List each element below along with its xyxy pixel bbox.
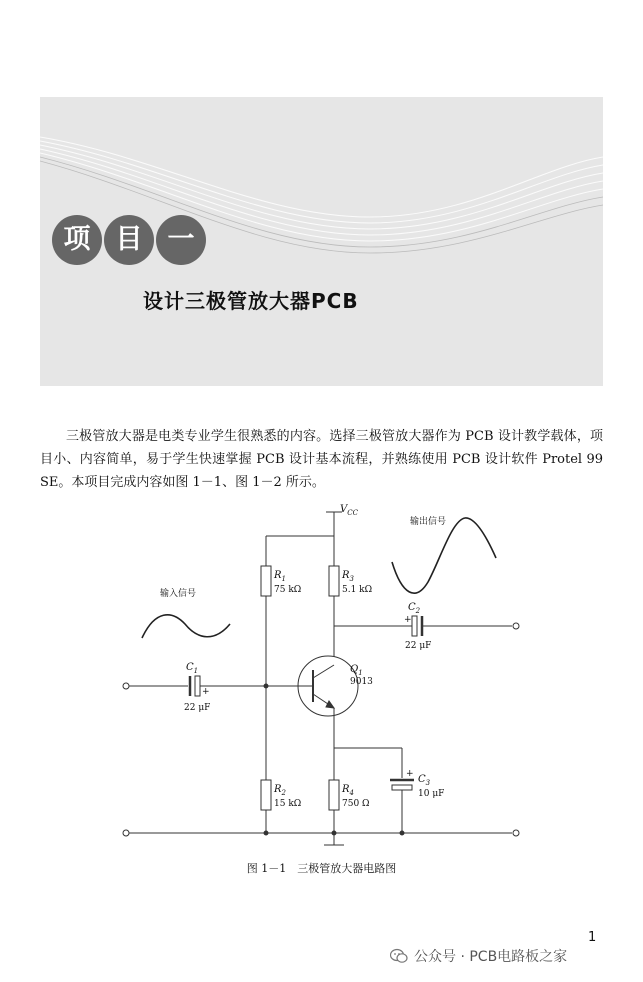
project-title: 设计三极管放大器PCB — [143, 289, 359, 313]
c2-plus: + — [404, 615, 412, 625]
c1-plus: + — [202, 687, 210, 697]
q1-value: 9013 — [350, 677, 373, 687]
wechat-icon — [390, 948, 408, 964]
circle-char-1: 项 — [52, 215, 102, 265]
c3-value: 10 μF — [418, 789, 445, 799]
c2-value: 22 μF — [405, 641, 432, 651]
watermark — [390, 946, 567, 966]
circle-char-3: 一 — [156, 215, 206, 265]
r2-name: $R_2$ — [274, 784, 286, 797]
intro-text: 三极管放大器是电类专业学生很熟悉的内容。选择三极管放大器作为 PCB 设计教学载体，项目小、内容简单，易于学生快速掌握 PCB 设计基本流程，并熟练使用 PCB 设计软件 Protel 99 SE。本项目完成内容如图 1－1、图 1－2 所示。 — [40, 429, 603, 490]
c3-name: $C_3$ — [418, 774, 431, 787]
input-signal-label: 输入信号 — [160, 589, 197, 599]
r4-value: 750 Ω — [342, 799, 370, 809]
r3-value: 5.1 kΩ — [342, 585, 373, 595]
watermark-text: 公众号 · PCB电路板之家 — [414, 949, 568, 965]
intro-paragraph — [40, 425, 603, 494]
c1-value: 22 μF — [184, 703, 211, 713]
r2-value: 15 kΩ — [274, 799, 302, 809]
r4-name: $R_4$ — [342, 784, 354, 797]
c3-plus: + — [406, 769, 414, 779]
figure-caption: 图 1－1 三极管放大器电路图 — [246, 862, 397, 875]
circle-char-2: 目 — [104, 215, 154, 265]
r3-name: $R_3$ — [342, 570, 354, 583]
amplifier-circuit-diagram — [110, 500, 530, 855]
c1-name: $C_1$ — [186, 662, 199, 675]
r1-value: 75 kΩ — [274, 585, 302, 595]
page-number: 1 — [588, 930, 597, 945]
vcc-label: $V_{CC}$ — [340, 504, 358, 517]
q1-name: $Q_1$ — [350, 664, 363, 677]
c2-name: $C_2$ — [408, 602, 421, 615]
output-signal-label: 输出信号 — [410, 517, 447, 527]
r1-name: $R_1$ — [274, 570, 286, 583]
